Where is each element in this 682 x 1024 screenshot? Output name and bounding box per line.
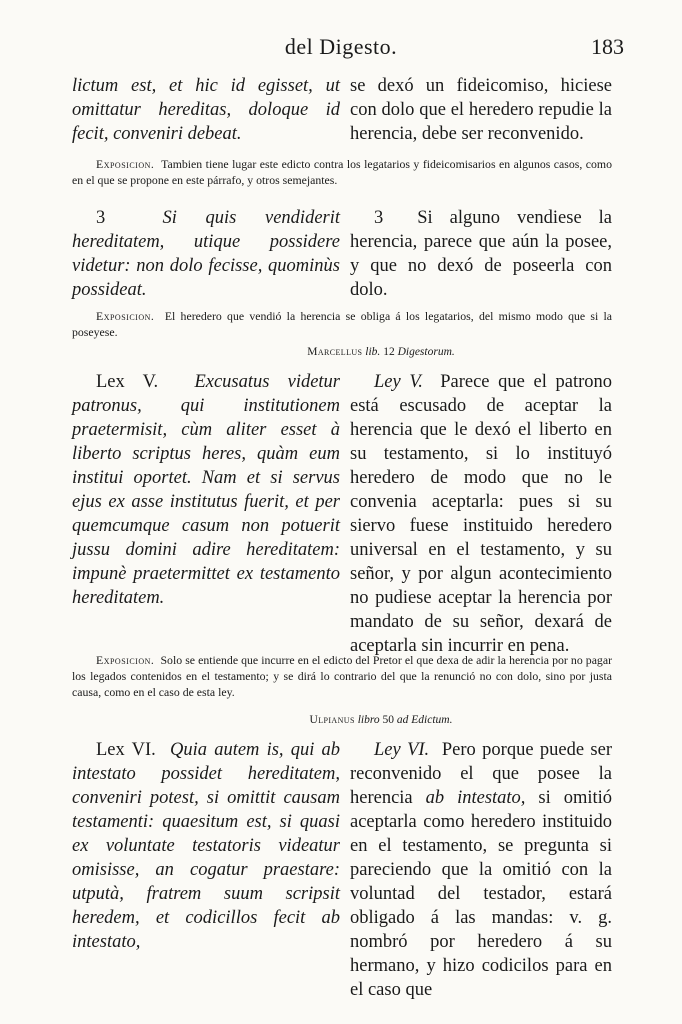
- citation-book: 12: [383, 346, 395, 358]
- exposicion-text: Tambien tiene lugar este edicto contra los legatarios y fideicomisarios en algunos casos, como en el que se propone en este párrafo, y otros semejantes.: [72, 157, 612, 187]
- latin-body: Excusatus videtur patronus, qui institutionem praetermisit, cùm aliter esset à liberto scriptus heres, quàm eum institui oportet. Nam et si servus ejus ex asse institutus fuerit, et per quemcumque casum non potuerit jussu domini adire hereditatem: impunè praetermittet ex testamento hereditatem.: [72, 372, 341, 608]
- law-heading: Ley VI.: [374, 740, 430, 760]
- section-1: [72, 74, 612, 146]
- exposicion-3: [72, 652, 612, 700]
- section-4: [72, 738, 612, 1002]
- latin-text: lictum est, et hic id egisset, ut omittatur hereditas, doloque id fecit, conveniri debeat.: [72, 76, 340, 144]
- spanish-body-b: si omitió aceptarla como heredero instituido en el testamento, se pregunta si pareciendo que la omitió con la voluntad del testador, estará obligado á las mandas: v. g. nombró por heredero á su hermano, y hizo codicilos para en el caso que: [350, 788, 613, 1000]
- law-heading: Lex VI.: [96, 740, 156, 760]
- exposicion-label: Exposicion.: [96, 157, 155, 171]
- exposicion-text: Solo se entiende que incurre en el edicto del Pretor el que dexa de adir la herencia por no pagar los legados contenidos en el testamento; y se dirá lo contrario del que la renunció no con dolo, sino por justa causa, como en el caso de esta ley.: [72, 653, 612, 699]
- spanish-text: [350, 370, 612, 658]
- spanish-body-a: Pero porque puede ser reconvenido el que posee la herencia: [350, 740, 612, 808]
- source-citation-1: [0, 346, 682, 358]
- exposicion-2: [72, 308, 612, 340]
- source-citation-2: [0, 714, 682, 726]
- citation-lib: libro: [357, 714, 380, 726]
- citation-book: 50: [382, 714, 395, 726]
- citation-author: Marcellus: [307, 346, 363, 358]
- spanish-text: [350, 738, 612, 1002]
- running-header: del Digesto.: [284, 34, 398, 59]
- citation-work: ad Edictum.: [396, 714, 453, 726]
- section-3: [72, 370, 612, 658]
- spanish-body: Parece que el patrono está escusado de aceptar la herencia que le dexó el liberto en su testamento, si lo instituyó heredero de modo que no le convenia aceptarla: pues si su siervo fuese instituido heredero universal en el testamento, y su señor, y por algun acontecimiento no pudiese aceptar la herencia por mandato de su señor, dexará de aceptarla sin incurrir en pena.: [350, 372, 613, 656]
- latin-text: [72, 370, 340, 658]
- page-number: 183: [591, 34, 624, 59]
- latin-text: [72, 206, 340, 302]
- paragraph-number: 3: [96, 208, 106, 228]
- paragraph-number: 3: [374, 208, 384, 228]
- spanish-text: se dexó un fideicomiso, hiciese con dolo que el heredero repudie la herencia, debe ser reconvenido.: [350, 76, 612, 144]
- spanish-text: [350, 206, 612, 302]
- section-2: [72, 206, 612, 302]
- spanish-emphasis: ab intestato,: [425, 788, 526, 808]
- exposicion-1: [72, 156, 612, 188]
- latin-body: Si quis vendiderit hereditatem, utique possidere videtur: non dolo fecisse, quominùs possideat.: [72, 208, 341, 300]
- citation-author: Ulpianus: [309, 714, 355, 726]
- exposicion-label: Exposicion.: [96, 653, 155, 667]
- law-heading: Lex V.: [96, 372, 159, 392]
- citation-work: Digestorum.: [397, 346, 455, 358]
- latin-body: Quia autem is, qui ab intestato possidet hereditatem, conveniri potest, si omittit causam testamenti: quaesitum est, si quasi ex voluntate testatoris videatur omisisse, an cogatur praestare: utputà, fratrem suum scripsit heredem, et codicillos fecit ab intestato,: [72, 740, 340, 952]
- exposicion-text: El heredero que vendió la herencia se obliga á los legatarios, del mismo modo que si la poseyese.: [72, 309, 612, 339]
- citation-lib: lib.: [365, 346, 381, 358]
- exposicion-label: Exposicion.: [96, 309, 155, 323]
- spanish-body: Si alguno vendiese la herencia, parece que aún la posee, y que no dexó de poseerla con dolo.: [350, 208, 613, 300]
- law-heading: Ley V.: [374, 372, 423, 392]
- latin-text: [72, 738, 340, 1002]
